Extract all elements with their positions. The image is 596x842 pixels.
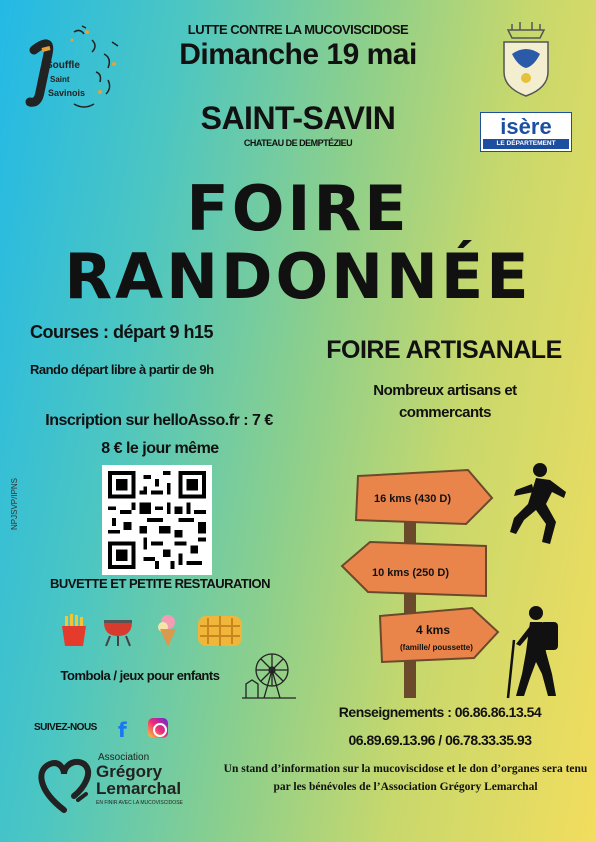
event-city: SAINT-SAVIN [200,100,396,136]
isere-logo [480,112,572,152]
association-name-2: Lemarchal [96,779,182,798]
qr-code[interactable] [102,465,212,575]
association-heart-logo [34,754,96,814]
sign-4km: 4 kms [416,623,451,637]
association-label: Association [98,752,150,763]
facebook-icon[interactable]: f [118,718,127,742]
artisans-text: Nombreux artisans et commercants [373,382,517,421]
cause-line: LUTTE CONTRE LA MUCOVISCIDOSE [187,22,409,37]
foire-artisanale-title: FOIRE ARTISANALE [326,336,562,364]
title-line-1: FOIRE [186,172,410,245]
contact-line-2: 06.89.69.13.96 / 06.78.33.35.93 [348,732,532,748]
association-name-1: Grégory [96,762,163,781]
follow-us-label: SUIVEZ-NOUS [34,722,97,733]
runner-icon [506,460,568,546]
contact-line-1: Renseignements : 06.86.86.13.54 [338,704,542,720]
sign-10km: 10 kms (250 D) [372,567,450,579]
courses-start: Courses : départ 9 h15 [30,322,214,342]
isere-logo-subtitle: LE DÉPARTEMENT [483,139,569,149]
coat-of-arms [498,22,554,102]
association-tagline: EN FINIR AVEC LA MUCOVISCIDOSE [96,800,183,806]
club-logo-text-3: Savinois [48,88,86,98]
isere-logo-text: isère [500,114,552,139]
sign-4km-sub: (famille/ poussette) [400,643,473,652]
barbecue-icon [100,612,136,648]
ice-cream-icon [150,612,186,648]
event-date: Dimanche 19 mai [179,38,417,71]
rando-start: Rando départ libre à partir de 9h [30,362,214,377]
title-line-2: RANDONNÉE [64,240,532,313]
club-logo-text-1: Souffle [46,60,80,71]
ferris-wheel-icon [240,650,298,700]
association-name [96,763,181,797]
qr-code-image [108,471,206,569]
buvette-label: BUVETTE ET PETITE RESTAURATION [50,576,270,591]
information-stand-note: Un stand d’information sur la mucoviscidose et le don d’organes sera tenu par les bénévoles de l’Association Grégory Lemarchal [223,763,588,793]
inscription-price: Inscription sur helloAsso.fr : 7 € [45,412,273,429]
instagram-icon[interactable] [148,718,168,738]
tombola-label: Tombola / jeux pour enfants [60,668,220,683]
club-logo-text-2: Saint [50,75,70,84]
waffle-icon [196,612,244,648]
fries-icon [56,612,92,648]
club-logo [12,20,132,120]
sign-16km: 16 kms (430 D) [374,493,452,505]
signpost [340,458,508,698]
same-day-price: 8 € le jour même [101,440,219,457]
event-venue: CHATEAU DE DEMPTÉZIEU [243,138,353,148]
print-code: NPJSVP/IPNS [10,477,19,530]
hiker-icon [502,604,568,700]
